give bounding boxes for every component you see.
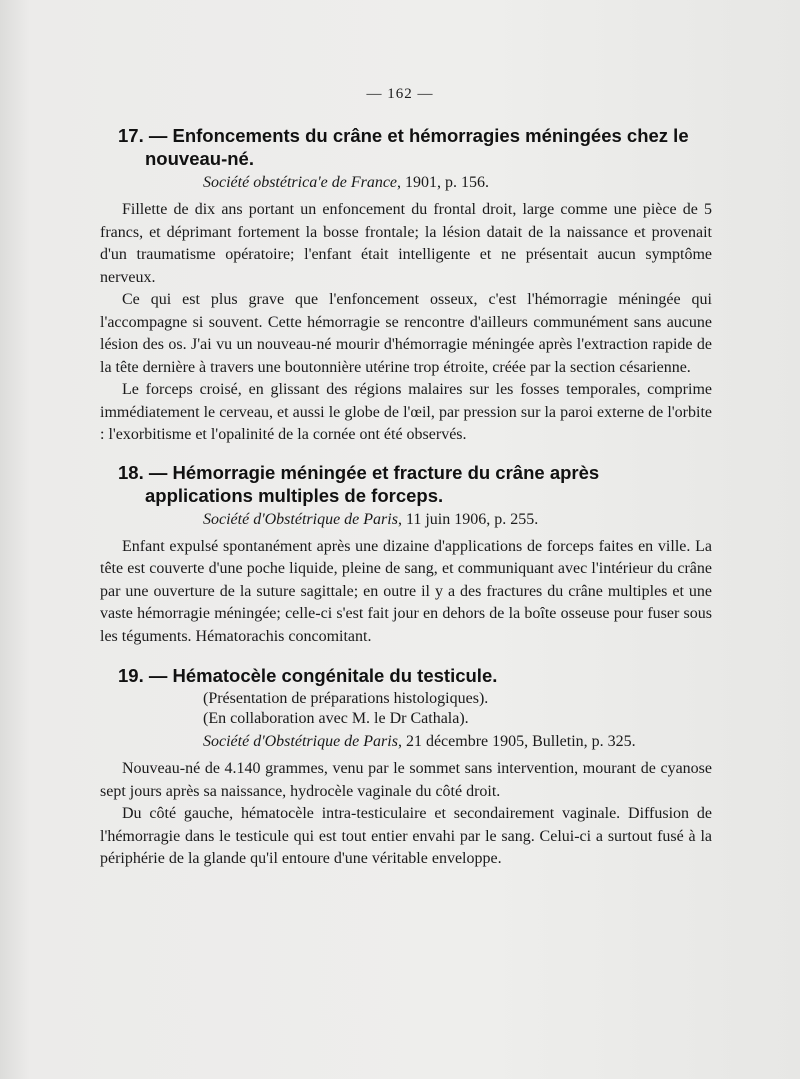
article-18 [100,461,712,649]
source-details: , 1901, p. 156. [397,174,490,191]
article-17 [100,124,712,447]
article-number: 19. — [118,665,168,686]
source-details: , 21 décembre 1905, Bulletin, p. 325. [397,733,636,750]
paragraph: Enfant expulsé spontanément après une dizaine d'applications de forceps faites en ville. La tête est couverte d'une poche liquide, pleine de sang, et communiquant avec l'intérieur du crâne par une ouverture de la suture sagittale; en outre il y a des fractures du crâne multiples et une vaste hémorragie méningée; celle-ci s'est fait jour en dehors de la boîte osseuse pour fuser sous les téguments. Hématorachis concomitant. [100,537,712,645]
article-title: Enfoncements du crâne et hémorragies méningées chez le nouveau-né. [145,125,689,169]
paragraph: Ce qui est plus grave que l'enfoncement osseux, c'est l'hémorragie méningée qui l'accompagne si souvent. Cette hémorragie se rencontre d'ailleurs communément sans aucune lésion des os. J'ai vu un nouveau-né mourir d'hémorragie méningée après l'extraction rapide de la tête dernière à travers une boutonnière utérine trop étroite, créée par la section césarienne. [100,291,712,376]
source-details: , 11 juin 1906, p. 255. [397,510,539,528]
article-heading [73,124,712,170]
paragraph: Fillette de dix ans portant un enfoncement du frontal droit, large comme une pièce de 5 francs, et déprimant fortement la bosse frontale; la lésion datait de la naissance et provenait d'un traumatisme opératoire; l'enfant était intelligente et ne présentait aucun symptôme nerveux. [100,201,712,286]
article-note: (En collaboration avec M. le Dr Cathala). [203,710,469,727]
paragraph: Le forceps croisé, en glissant des régions malaires sur les fosses temporales, comprime immédiatement le cerveau, et aussi le globe de l'œil, par pression sur la paroi externe de l'orbite : l'exorbitisme et l'opalinité de la cornée ont été observés. [100,381,712,443]
article-number: 17. — [118,125,168,146]
source-journal: Société d'Obstétrique de Paris [203,733,398,750]
paragraph: Nouveau-né de 4.140 grammes, venu par le sommet sans intervention, mourant de cyanose sept jours après sa naissance, hydrocèle vaginale du côté droit. [100,760,712,800]
page-content [100,124,712,871]
article-note: (Présentation de préparations histologiques). [203,690,489,707]
source-journal: Société obstétrica'e de France [203,174,398,191]
article-heading [73,664,712,687]
source-journal: Société d'Obstétrique de Paris [203,510,398,528]
article-number: 18. — [118,461,168,483]
page-number: — 162 — [366,86,434,102]
article-source [100,732,712,752]
article-source [100,173,712,193]
article-source [100,510,712,530]
article-heading [73,461,712,507]
paragraph: Du côté gauche, hématocèle intra-testiculaire et secondairement vaginale. Diffusion de l'hémorragie dans le testicule qui est tout entier envahi par le sang. Celui-ci a surtout fusé à la périphérie de la glande qu'il entoure d'une véritable enveloppe. [100,805,712,867]
article-title: Hématocèle congénitale du testicule. [172,665,498,686]
article-19 [100,664,712,871]
article-title: Hémorragie méningée et fracture du crâne après applications multiples de forceps. [145,461,600,506]
